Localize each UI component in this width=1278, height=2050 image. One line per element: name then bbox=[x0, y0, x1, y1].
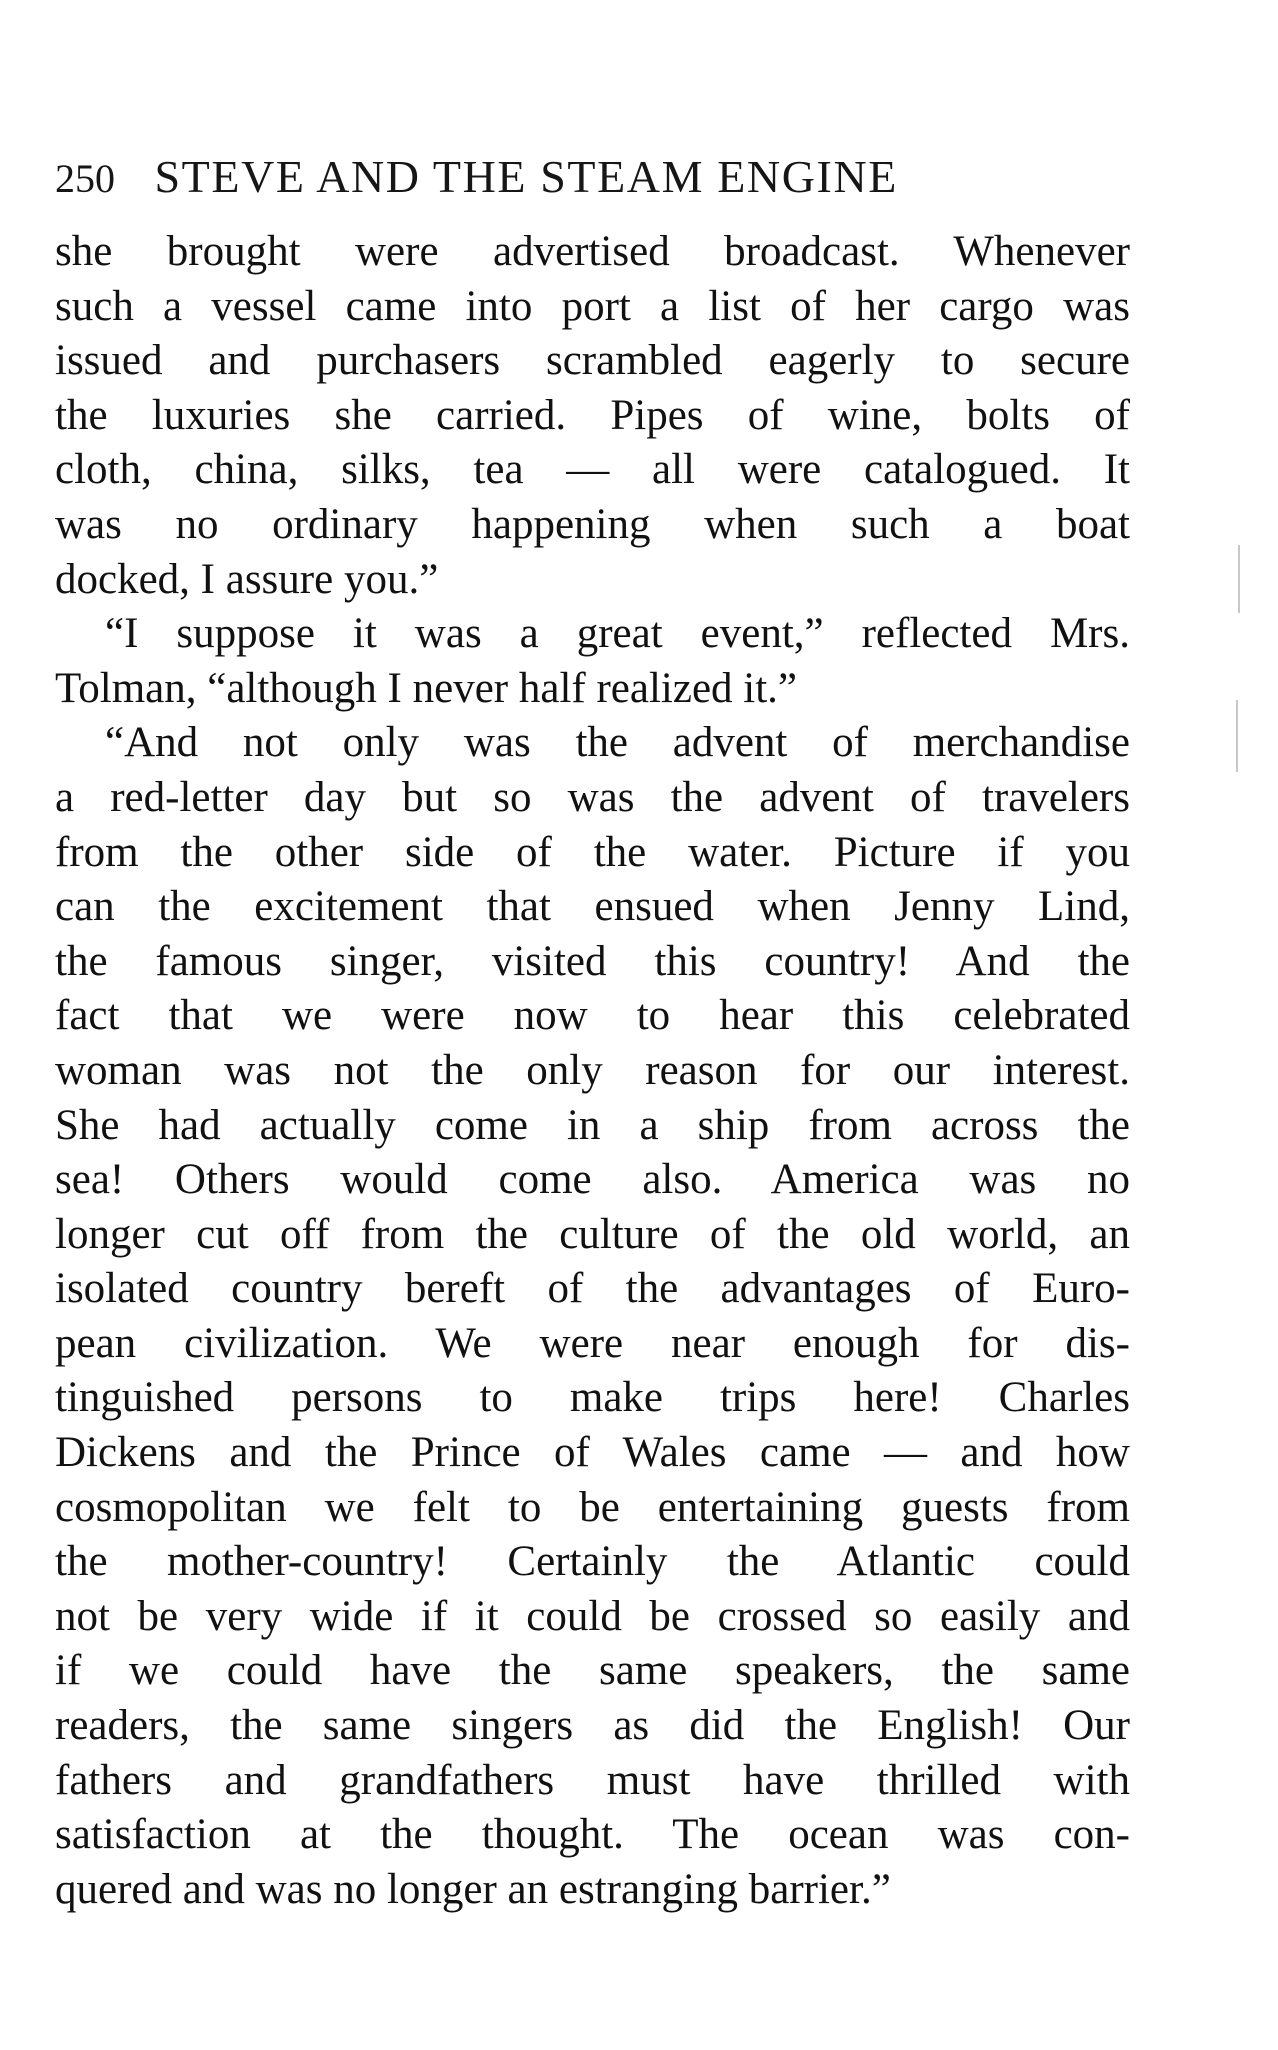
page-header bbox=[55, 150, 1095, 210]
body-text bbox=[55, 225, 1130, 1917]
text-line: She had actually come in a ship from across the bbox=[55, 1101, 1130, 1149]
text-line: such a vessel came into port a list of her cargo was bbox=[55, 282, 1130, 330]
text-line: the famous singer, visited this country! And the bbox=[55, 937, 1130, 985]
text-line: was no ordinary happening when such a boat bbox=[55, 500, 1130, 548]
text-line: Tolman, “although I never half realized it.” bbox=[55, 664, 798, 712]
text-line: can the excitement that ensued when Jenny Lind, bbox=[55, 883, 1130, 931]
text-line: the mother-country! Certainly the Atlantic could bbox=[55, 1538, 1130, 1586]
text-line: cloth, china, silks, tea — all were catalogued. It bbox=[55, 446, 1130, 494]
text-line: not be very wide if it could be crossed so easily and bbox=[55, 1592, 1130, 1640]
scan-speck bbox=[1238, 545, 1240, 613]
scan-speck bbox=[1236, 700, 1238, 772]
text-line: cosmopolitan we felt to be entertaining guests from bbox=[55, 1483, 1130, 1531]
text-line: “And not only was the advent of merchandise bbox=[105, 719, 1130, 767]
text-line: “I suppose it was a great event,” reflected Mrs. bbox=[105, 610, 1130, 658]
text-line: fact that we were now to hear this celebrated bbox=[55, 992, 1130, 1040]
text-line: from the other side of the water. Picture if you bbox=[55, 828, 1130, 876]
text-line: tinguished persons to make trips here! Charles bbox=[55, 1374, 1130, 1422]
text-line: a red-letter day but so was the advent of travelers bbox=[55, 773, 1130, 821]
running-head: STEVE AND THE STEAM ENGINE bbox=[154, 151, 898, 202]
text-line: if we could have the same speakers, the same bbox=[55, 1647, 1130, 1695]
text-line: docked, I assure you.” bbox=[55, 555, 439, 603]
text-line: quered and was no longer an estranging barrier.” bbox=[55, 1865, 891, 1913]
text-line: pean civilization. We were near enough for dis- bbox=[55, 1319, 1130, 1367]
text-line: longer cut off from the culture of the old world, an bbox=[55, 1210, 1130, 1258]
text-line: the luxuries she carried. Pipes of wine, bolts of bbox=[55, 391, 1130, 439]
text-line: woman was not the only reason for our interest. bbox=[55, 1046, 1130, 1094]
text-line: sea! Others would come also. America was no bbox=[55, 1156, 1130, 1204]
text-line: satisfaction at the thought. The ocean was con- bbox=[55, 1811, 1130, 1859]
text-line: fathers and grandfathers must have thrilled with bbox=[55, 1756, 1130, 1804]
text-line: isolated country bereft of the advantages of Euro- bbox=[55, 1265, 1130, 1313]
text-line: readers, the same singers as did the English! Our bbox=[55, 1702, 1130, 1750]
text-line: Dickens and the Prince of Wales came — and how bbox=[55, 1429, 1130, 1477]
text-line: issued and purchasers scrambled eagerly to secure bbox=[55, 337, 1130, 385]
text-line: she brought were advertised broadcast. Whenever bbox=[55, 228, 1130, 275]
page-number: 250 bbox=[55, 156, 115, 201]
